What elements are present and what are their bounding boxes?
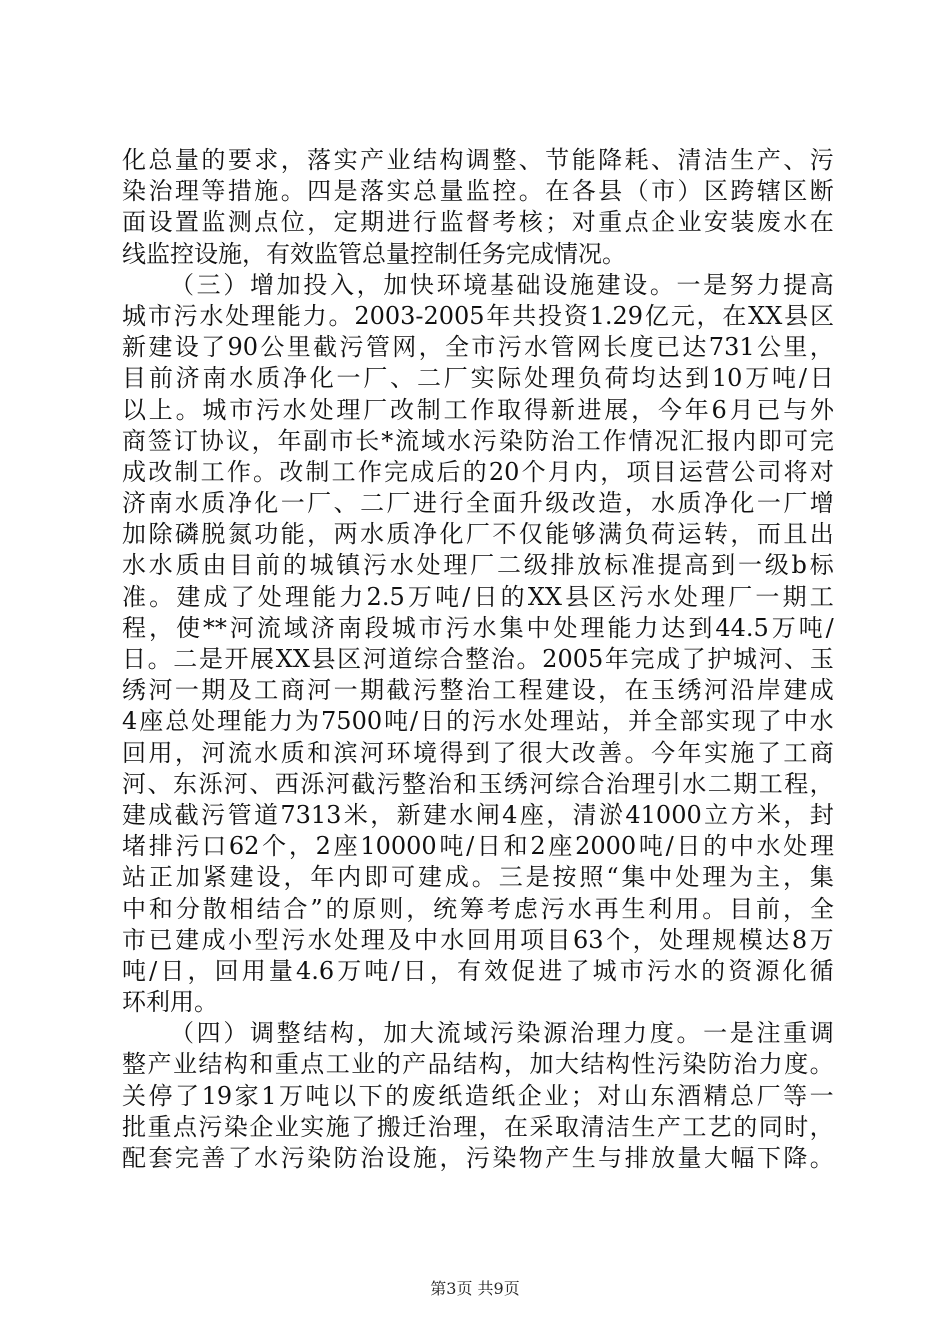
text-line: 堵 排 污 口 62 个 ， 2 座 10000 吨 / 日 和 2 座 2000 吨 / 日 的 中 水 处 理 bbox=[122, 832, 834, 861]
text-line: 商 签 订 协 议 ， 年 副 市 长 * 流 域 水 污 染 防 治 工 作 情 况 汇 报 内 即 可 完 bbox=[122, 426, 834, 455]
text-line: 以 上 。 城 市 污 水 处 理 厂 改 制 工 作 取 得 新 进 展 ， 今 年 6 月 已 与 外 bbox=[122, 395, 834, 424]
text-line: 染 治 理 等 措 施 。 四 是 落 实 总 量 监 控 。 在 各 县 （ 市 ） 区 跨 辖 区 断 bbox=[122, 177, 834, 206]
text-line: 环利用。 bbox=[122, 988, 218, 1017]
text-line: 日 。 二 是 开 展 XX 县 区 河 道 综 合 整 治 。 2005 年 完 成 了 护 城 河 、 玉 bbox=[122, 645, 834, 673]
text-line: 绣 河 一 期 及 工 商 河 一 期 截 污 整 治 工 程 建 设 ， 在 玉 绣 河 沿 岸 建 成 bbox=[122, 676, 834, 705]
text-line: 市 已 建 成 小 型 污 水 处 理 及 中 水 回 用 项 目 63 个 ， 处 理 规 模 达 8 万 bbox=[122, 925, 834, 954]
text-line: 站 正 加 紧 建 设 ， 年 内 即 可 建 成 。 三 是 按 照 “ 集 中 处 理 为 主 ， 集 bbox=[122, 863, 834, 892]
text-line: （ 四 ） 调 整 结 构 ， 加 大 流 域 污 染 源 治 理 力 度 。 一 是 注 重 调 bbox=[170, 1019, 834, 1048]
text-line: 整 产 业 结 构 和 重 点 工 业 的 产 品 结 构 ， 加 大 结 构 性 污 染 防 治 力 度 。 bbox=[122, 1050, 834, 1079]
text-line: 4 座 总 处 理 能 力 为 7500 吨 / 日 的 污 水 处 理 站 ， 并 全 部 实 现 了 中 水 bbox=[122, 707, 834, 736]
text-line: 批 重 点 污 染 企 业 实 施 了 搬 迁 治 理 ， 在 采 取 清 洁 生 产 工 艺 的 同 时 ， bbox=[122, 1112, 834, 1141]
text-line: 济 南 水 质 净 化 一 厂 、 二 厂 进 行 全 面 升 级 改 造 ， 水 质 净 化 一 厂 增 bbox=[122, 489, 834, 518]
text-line: 准 。 建 成 了 处 理 能 力 2.5 万 吨 / 日 的 XX 县 区 污 水 处 理 厂 一 期 工 bbox=[122, 582, 834, 611]
text-line: 建 成 截 污 管 道 7313 米 ， 新 建 水 闸 4 座 ， 清 淤 41000 立 方 米 ， 封 bbox=[122, 800, 834, 829]
document-body bbox=[122, 145, 834, 1174]
text-line: 程 ， 使 ** 河 流 域 济 南 段 城 市 污 水 集 中 处 理 能 力 达 到 44.5 万 吨 / bbox=[122, 613, 834, 642]
text-line: 面 设 置 监 测 点 位 ， 定 期 进 行 监 督 考 核 ； 对 重 点 企 业 安 装 废 水 在 bbox=[122, 208, 834, 237]
text-line: 河 、 东 泺 河 、 西 泺 河 截 污 整 治 和 玉 绣 河 综 合 治 理 引 水 二 期 工 程 ， bbox=[122, 769, 834, 798]
text-line: 配 套 完 善 了 水 污 染 防 治 设 施 ， 污 染 物 产 生 与 排 放 量 大 幅 下 降 。 bbox=[122, 1144, 834, 1172]
text-line: 线监控设施，有效监管总量控制任务完成情况。 bbox=[122, 239, 626, 268]
text-line: 成 改 制 工 作 。 改 制 工 作 完 成 后 的 20 个 月 内 ， 项 目 运 营 公 司 将 对 bbox=[122, 457, 834, 486]
text-line: 加 除 磷 脱 氮 功 能 ， 两 水 质 净 化 厂 不 仅 能 够 满 负 荷 运 转 ， 而 且 出 bbox=[122, 520, 834, 549]
text-line: 水 水 质 由 目 前 的 城 镇 污 水 处 理 厂 二 级 排 放 标 准 提 高 到 一 级 b 标 bbox=[122, 551, 834, 580]
text-line: 中 和 分 散 相 结 合 ” 的 原 则 ， 统 筹 考 虑 污 水 再 生 利 用 。 目 前 ， 全 bbox=[122, 894, 834, 923]
text-line: 关 停 了 19 家 1 万 吨 以 下 的 废 纸 造 纸 企 业 ； 对 山 东 酒 精 总 厂 等 一 bbox=[122, 1081, 834, 1110]
text-line: 化 总 量 的 要 求 ， 落 实 产 业 结 构 调 整 、 节 能 降 耗 、 清 洁 生 产 、 污 bbox=[122, 146, 834, 174]
text-line: 目 前 济 南 水 质 净 化 一 厂 、 二 厂 实 际 处 理 负 荷 均 达 到 10 万 吨 / 日 bbox=[122, 364, 834, 393]
page-footer: 第3页 共9页 bbox=[430, 1279, 520, 1298]
text-line: （ 三 ） 增 加 投 入 ， 加 快 环 境 基 础 设 施 建 设 。 一 是 努 力 提 高 bbox=[170, 270, 834, 299]
text-line: 回 用 ， 河 流 水 质 和 滨 河 环 境 得 到 了 很 大 改 善 。 今 年 实 施 了 工 商 bbox=[122, 738, 834, 767]
text-line: 城 市 污 水 处 理 能 力 。 2003-2005 年 共 投 资 1.29 亿 元 ， 在 XX 县 区 bbox=[122, 301, 834, 330]
text-line: 吨 / 日 ， 回 用 量 4.6 万 吨 / 日 ， 有 效 促 进 了 城 市 污 水 的 资 源 化 循 bbox=[122, 956, 834, 985]
text-line: 新 建 设 了 90 公 里 截 污 管 网 ， 全 市 污 水 管 网 长 度 已 达 731 公 里 ， bbox=[122, 333, 834, 362]
